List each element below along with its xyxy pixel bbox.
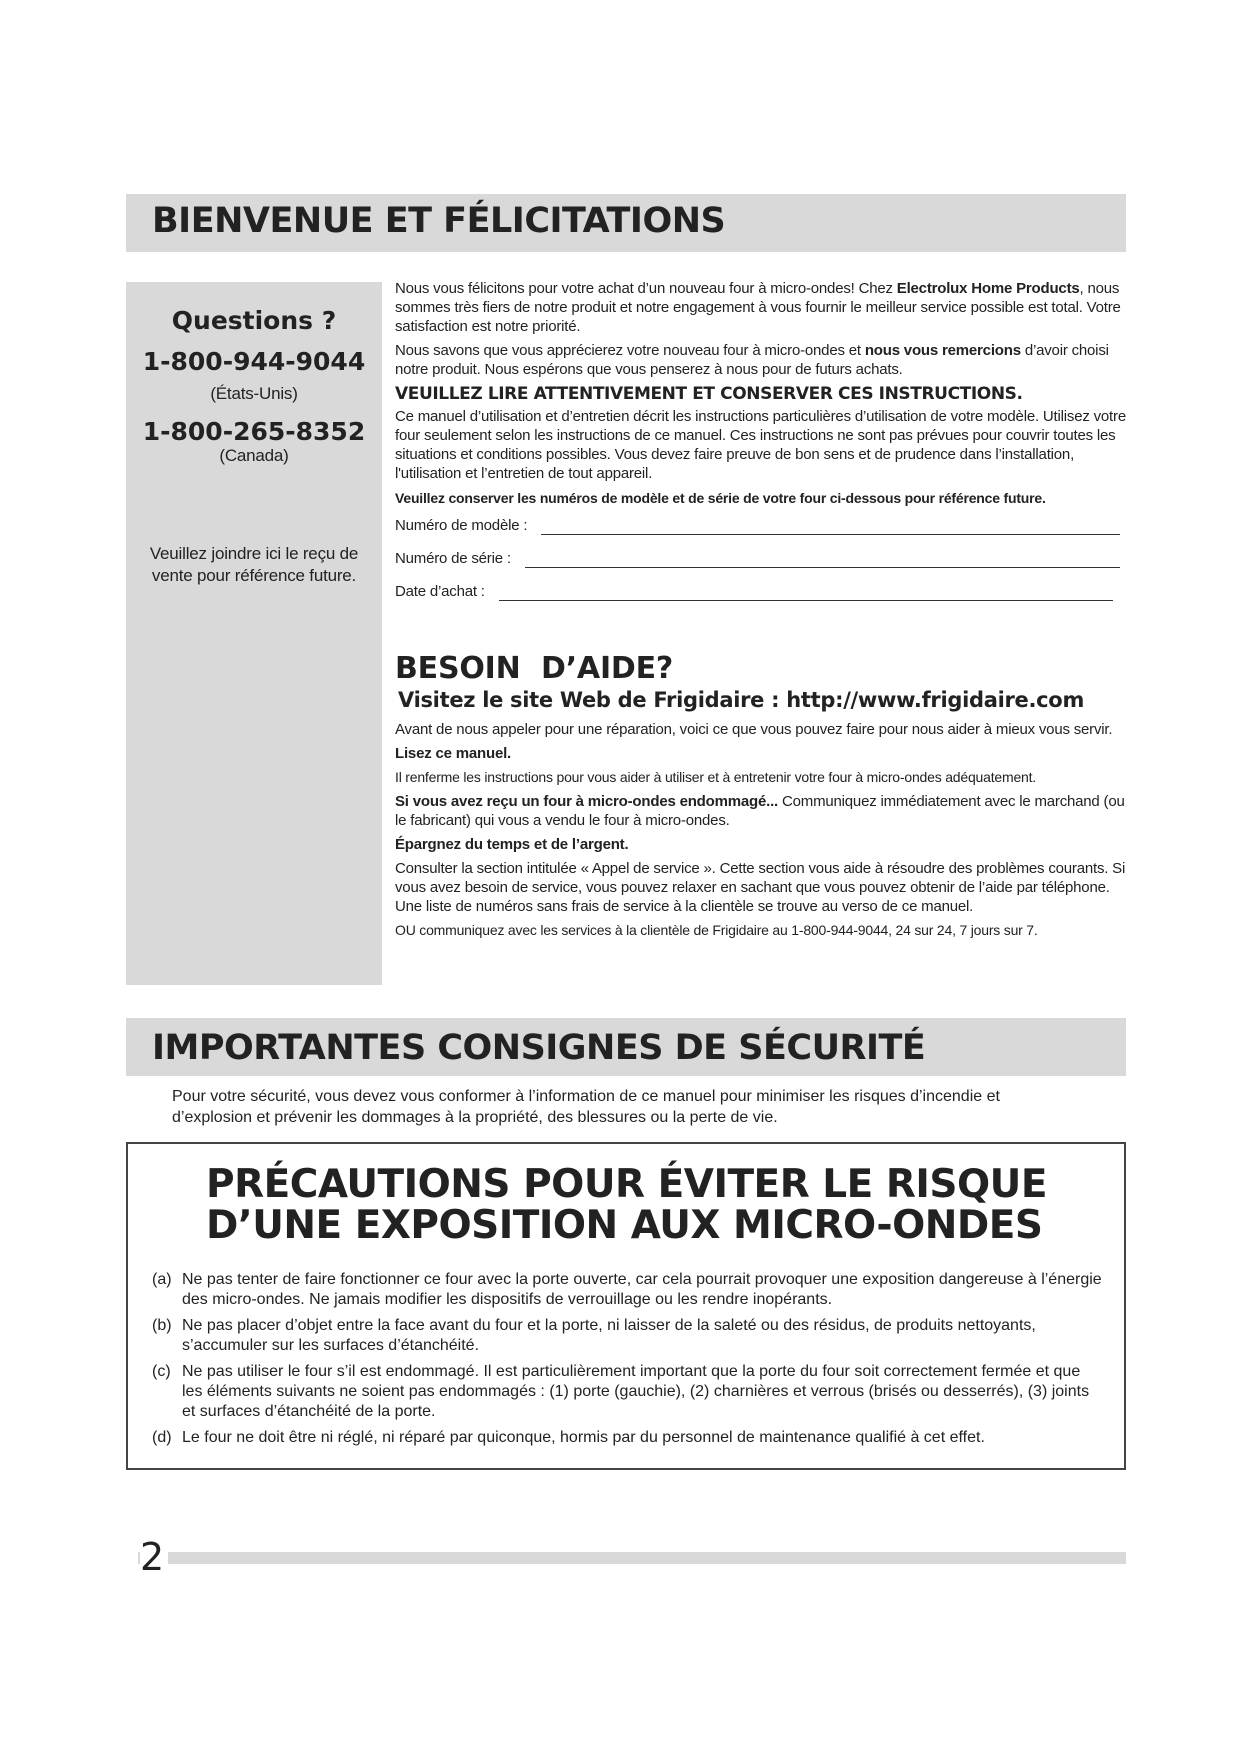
section-title: BIENVENUE ET FÉLICITATIONS [152,201,726,241]
model-number-field[interactable]: Numéro de modèle : [395,516,1120,535]
intro-paragraph-1: Nous vous félicitons pour votre achat d’un nouveau four à micro-ondes! Chez Electrolux Home Products, nous sommes très fiers de notre produit et notre engagement à vous fournir le meilleur service possible est total. Votre satisfaction est notre priorité. [395,280,1121,335]
item-text: Ne pas tenter de faire fonctionner ce four avec la porte ouverte, car cela pourrait provoquer une exposition dangereuse à l’énergie des micro-ondes. Ne jamais modifier les dispositifs de verrouillage ou les rendre inopérants. [182,1271,1102,1308]
page-number: 2 [140,1536,168,1578]
section-header [126,1018,1126,1076]
intro-paragraph-3: Ce manuel d’utilisation et d’entretien décrit les instructions particulières d’utilisation de votre modèle. Utilisez votre four seulement selon les instructions de ce manuel. Ces instructions ne sont pas prévues pour couvrir toutes les situations et conditions possibles. Vous devez faire preuve de bon sens et de prudence dans l’installation, l'utilisation et l’entretien de tout appareil. [395,408,1126,482]
precautions-list [152,1270,1104,1448]
help-paragraph: Si vous avez reçu un four à micro-ondes endommagé... Communiquez immédiatement avec le marchand (ou le fabricant) qui vous a vendu le four à micro-ondes. [395,793,1125,829]
help-paragraph: OU communiquez avec les services à la clientèle de Frigidaire au 1-800-944-9044, 24 sur 24, 7 jours sur 7. [395,922,1038,938]
purchase-date-field[interactable]: Date d’achat : [395,582,1113,601]
section-header [126,194,1126,252]
item-text: Le four ne doit être ni réglé, ni réparé par quiconque, hormis par du personnel de maintenance qualifié à cet effet. [182,1429,985,1446]
us-label: (États-Unis) [210,384,298,403]
item-label: (c) [152,1363,171,1380]
help-subheading: Épargnez du temps et de l’argent. [395,836,629,853]
receipt-note: Veuillez joindre ici le reçu de vente pour référence future. [149,544,359,585]
item-text: Ne pas utiliser le four s’il est endommagé. Il est particulièrement important que la porte du four soit correctement fermée et que les éléments suivants ne soient pas endommagés : (1) porte (gauchie), (2) charnières et verrous (brisés ou desserrés), (3) joints et surfaces d’étanchéité de la porte. [182,1363,1090,1420]
item-text: Ne pas placer d’objet entre la face avant du four et la porte, ni laisser de la saleté ou des résidus, de produits nettoyants, s’accumuler sur les surfaces d’étanchéité. [182,1317,1036,1354]
questions-label: Questions ? [171,306,337,335]
precautions-box [126,1142,1126,1470]
intro-paragraph-2: Nous savons que vous apprécierez votre nouveau four à micro-ondes et nous vous remercions d’avoir choisi notre produit. Nous espérons que vous penserez à nous pour de futurs achats. [395,342,1109,378]
instructions-heading: VEUILLEZ LIRE ATTENTIVEMENT ET CONSERVER CES INSTRUCTIONS. [395,384,1023,404]
phone-us: 1-800-944-9044 [142,347,366,376]
item-label: (a) [152,1271,172,1288]
help-paragraph: Avant de nous appeler pour une réparation, voici ce que vous pouvez faire pour nous aider à mieux vous servir. [395,721,1113,738]
safety-intro: Pour votre sécurité, vous devez vous conformer à l’information de ce manuel pour minimiser les risques d’incendie et d’explosion et prévenir les dommages à la propriété, des blessures ou la perte de vie. [172,1088,1000,1126]
intro-paragraph-4: Veuillez conserver les numéros de modèle et de série de votre four ci-dessous pour référence future. [395,490,1046,506]
section-title: IMPORTANTES CONSIGNES DE SÉCURITÉ [152,1028,926,1068]
contact-sidebar [126,282,382,985]
help-website: Visitez le site Web de Frigidaire : http://www.frigidaire.com [398,688,1085,712]
help-paragraph: Consulter la section intitulée « Appel de service ». Cette section vous aide à résoudre des problèmes courants. Si vous avez besoin de service, vous pouvez relaxer en sachant que vous pouvez obtenir de l’aide par téléphone. Une liste de numéros sans frais de service à la clientèle se trouve au verso de ce manuel. [395,860,1126,915]
help-title: BESOIN D’AIDE? [395,651,674,686]
canada-label: (Canada) [219,446,289,465]
phone-canada: 1-800-265-8352 [142,417,366,446]
item-label: (b) [152,1317,172,1334]
help-paragraph: Il renferme les instructions pour vous aider à utiliser et à entretenir votre four à micro-ondes adéquatement. [395,769,1036,785]
help-subheading: Lisez ce manuel. [395,745,512,762]
precaution-item [152,1270,1104,1310]
serial-number-field[interactable]: Numéro de série : [395,549,1120,568]
precaution-item [152,1362,1104,1422]
precautions-title: PRÉCAUTIONS POUR ÉVITER LE RISQUE D’UNE EXPOSITION AUX MICRO-ONDES [206,1162,1047,1248]
intro-column [395,279,1130,615]
help-section [395,652,1130,945]
item-label: (d) [152,1429,172,1446]
footer-rule [138,1552,1126,1564]
precaution-item [152,1428,1104,1448]
precaution-item [152,1316,1104,1356]
